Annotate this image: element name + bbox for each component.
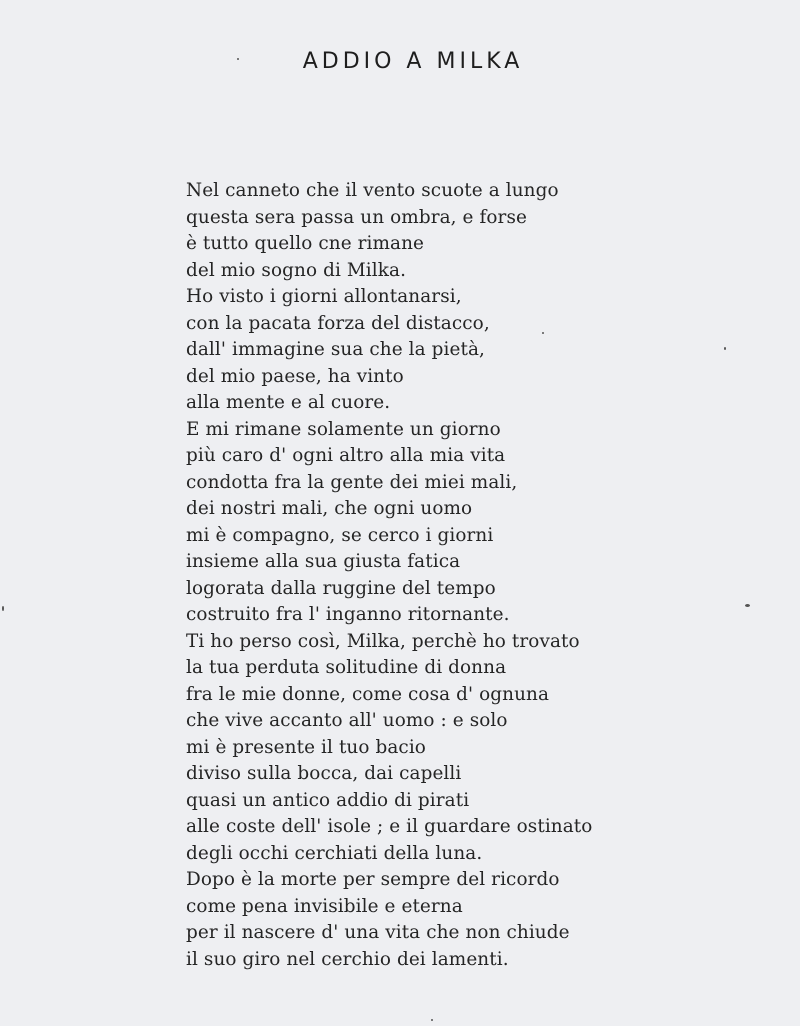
- poem-line: del mio paese, ha vinto: [186, 365, 404, 387]
- poem-line: fra le mie donne, come cosa d' ognuna: [186, 683, 550, 705]
- paper-speck: [724, 347, 726, 350]
- poem-line: più caro d' ogni altro alla mia vita: [186, 445, 506, 466]
- poem-line: condotta fra la gente dei miei mali,: [186, 471, 518, 493]
- poem-line: diviso sulla bocca, dai capelli: [186, 763, 462, 784]
- poem-title: ADDIO A MILKA: [302, 49, 524, 74]
- poem-line: degli occhi cerchiati della luna.: [186, 842, 483, 864]
- poem-line: questa sera passa un ombra, e forse: [186, 206, 527, 228]
- poem-line: insieme alla sua giusta fatica: [186, 551, 461, 572]
- poem-line: mi è compagno, se cerco i giorni: [186, 524, 494, 546]
- poem-line: alle coste dell' isole ; e il guardare ostinato: [186, 816, 593, 837]
- poem-line: il suo giro nel cerchio dei lamenti.: [186, 948, 509, 970]
- poem-line: per il nascere d' una vita che non chiude: [186, 922, 570, 943]
- poem-line: E mi rimane solamente un giorno: [186, 418, 501, 440]
- paper-speck: [745, 604, 750, 607]
- poem-line: è tutto quello cne rimane: [186, 233, 425, 254]
- poem-line: costruito fra l' inganno ritornante.: [186, 604, 510, 625]
- poem-line: quasi un antico addio di pirati: [186, 789, 470, 811]
- poem-line: Ti ho perso così, Milka, perchè ho trovato: [186, 630, 580, 652]
- paper-speck: [542, 332, 544, 334]
- poem-line: la tua perduta solitudine di donna: [186, 657, 507, 678]
- poem-line: che vive accanto all' uomo : e solo: [186, 710, 508, 731]
- poem-line: con la pacata forza del distacco,: [186, 312, 490, 334]
- poem-line: del mio sogno di Milka.: [186, 259, 407, 281]
- paper-speck: [2, 606, 4, 611]
- paper-speck: [237, 58, 239, 60]
- poem-line: dall' immagine sua che la pietà,: [186, 339, 485, 360]
- poem-line: alla mente e al cuore.: [186, 392, 391, 413]
- poem-line: Nel canneto che il vento scuote a lungo: [186, 180, 559, 201]
- poem-line: logorata dalla ruggine del tempo: [186, 577, 496, 599]
- poem-line: mi è presente il tuo bacio: [186, 736, 426, 758]
- poem-line: come pena invisibile e eterna: [186, 895, 463, 917]
- poem-line: Ho visto i giorni allontanarsi,: [186, 286, 462, 307]
- paper-speck: [431, 1019, 433, 1021]
- poem-body: [186, 178, 592, 973]
- poem-line: dei nostri mali, che ogni uomo: [186, 498, 473, 519]
- poem-line: Dopo è la morte per sempre del ricordo: [186, 869, 560, 890]
